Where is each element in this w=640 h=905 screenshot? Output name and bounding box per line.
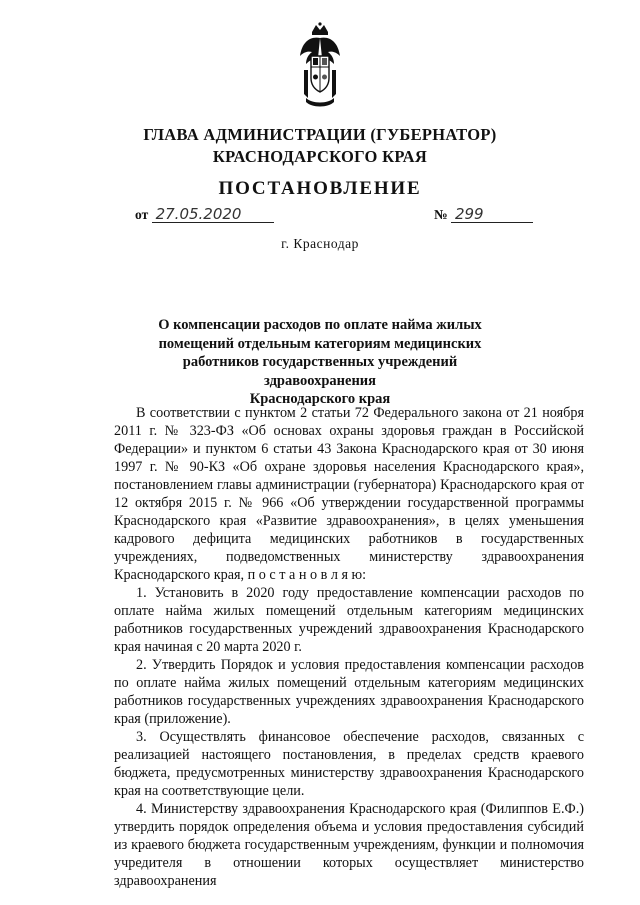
document-body (114, 404, 584, 890)
authority-line-2: КРАСНОДАРСКОГО КРАЯ (212, 147, 428, 166)
number-field (434, 207, 533, 223)
item-4-paragraph: 4. Министерству здравоохранения Краснодарского края (Филиппов Е.Ф.) утвердить порядок определения объема и условия предоставления субсидий из краевого бюджета государственным учреждениям, функции и полномочия учредителя в отношении которых осуществляет министерство здравоохранения (114, 801, 584, 889)
date-value: 27.05.2020 (152, 207, 274, 223)
issuing-authority (0, 124, 640, 168)
title-line-4: Краснодарского края (249, 391, 391, 407)
document-title (130, 316, 510, 409)
authority-line-1: ГЛАВА АДМИНИСТРАЦИИ (ГУБЕРНАТОР) (143, 125, 497, 144)
title-line-1: О компенсации расходов по оплате найма жилых (158, 317, 482, 333)
title-line-2: помещений отдельным категориям медицинских (158, 335, 482, 352)
date-field (135, 207, 274, 223)
number-value: 299 (451, 207, 533, 223)
coat-of-arms-emblem (298, 22, 342, 108)
city-line: г. Краснодар (281, 236, 359, 251)
document-type: ПОСТАНОВЛЕНИЕ (218, 178, 422, 199)
item-3-paragraph: 3. Осуществлять финансовое обеспечение расходов, связанных с реализацией настоящего постановления, в пределах средств краевого бюджета, предусмотренных министерству здравоохранения Краснодарского края на соответствующие цели. (114, 729, 584, 799)
item-2-paragraph: 2. Утвердить Порядок и условия предоставления компенсации расходов по оплате найма жилых помещений отдельным категориям медицинских работников государственных учреждениях здравоохранения Краснодарского края (приложение). (114, 657, 584, 727)
item-1-paragraph: 1. Установить в 2020 году предоставление компенсации расходов по оплате найма жилых помещений отдельным категориям медицинских работников государственных учреждений здравоохранения Краснодарского края начиная с 20 марта 2020 г. (114, 585, 584, 655)
preamble-paragraph: В соответствии с пунктом 2 статьи 72 Федерального закона от 21 ноября 2011 г. № 323-ФЗ «Об основах охраны здоровья граждан в Российской Федерации» и пунктом 6 статьи 43 Закона Краснодарского края от 30 июня 1997 г. № 90-КЗ «Об охране здоровья населения Краснодарского края», постановлением главы администрации (губернатора) Краснодарского края от 12 октября 2015 г. № 966 «Об утверждении государственной программы Краснодарского края «Развитие здравоохранения», в целях уменьшения кадрового дефицита медицинских работников в государственных учреждениях, подведомственных министерству здравоохранения Краснодарского края, п о с т а н о в л я ю: (114, 405, 584, 583)
number-label: № (434, 207, 448, 222)
title-line-3: работников государственных учреждений здравоохранения (182, 354, 458, 389)
date-label: от (135, 207, 149, 222)
